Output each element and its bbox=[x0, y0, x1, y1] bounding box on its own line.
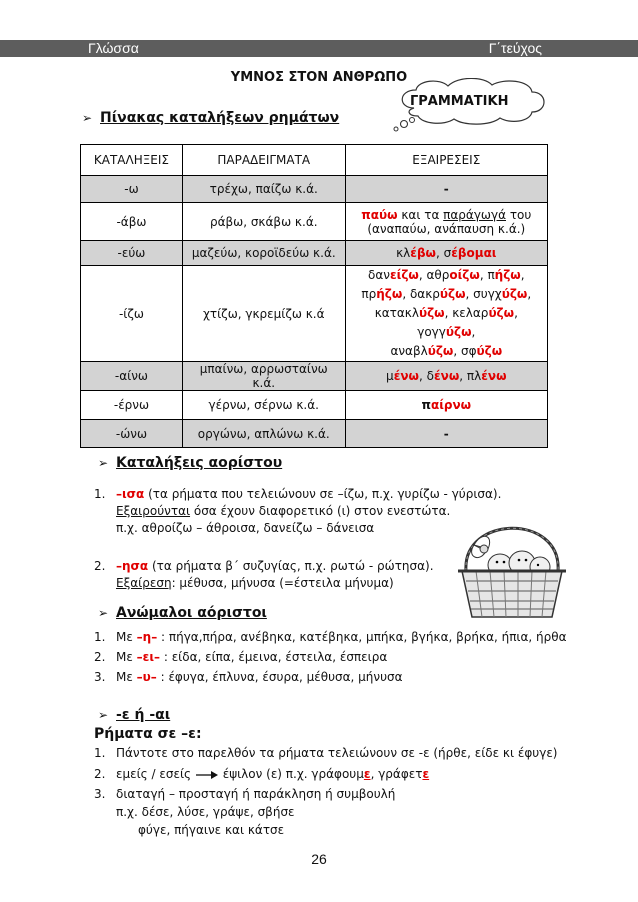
e-rule-2-example-b: , γράφετ bbox=[370, 767, 423, 781]
table-row bbox=[81, 420, 548, 448]
e-rule-1: Πάντοτε στο παρελθόν τα ρήματα τελειώνουν σε -ε (ήρθε, είδε κι έφυγε) bbox=[116, 746, 558, 760]
page-title: ΥΜΝΟΣ ΣΤΟΝ ΑΝΘΡΩΠΟ bbox=[230, 70, 408, 85]
section-heading-e-ai: -ε ή -αι bbox=[116, 707, 171, 723]
header-volume: Γ΄τεύχος bbox=[488, 40, 542, 56]
exceptions-cell: παύω και τα παράγωγά του (αναπαύω, ανάπαυση κ.ά.) bbox=[345, 203, 547, 241]
aorist-item-2 bbox=[116, 559, 434, 573]
exceptions-cell: - bbox=[345, 176, 547, 203]
examples-cell: τρέχω, παίζω κ.ά. bbox=[182, 176, 345, 203]
table-row bbox=[81, 391, 548, 420]
table-row bbox=[81, 241, 548, 266]
arrow-right-icon bbox=[195, 770, 219, 780]
exceptions-cell: - bbox=[345, 420, 547, 448]
basket-icon bbox=[452, 505, 572, 623]
examples-cell: οργώνω, απλώνω κ.ά. bbox=[182, 420, 345, 448]
exception-label: Εξαίρεση bbox=[116, 576, 172, 590]
exceptions-cell: παίρνω bbox=[345, 391, 547, 420]
examples-cell: μπαίνω, αρρωσταίνω κ.ά. bbox=[182, 362, 345, 391]
aorist-ending-isa: –ισα bbox=[116, 487, 145, 501]
section-heading-endings: Πίνακας καταλήξεων ρημάτων bbox=[100, 110, 340, 126]
e-rule-2 bbox=[116, 767, 429, 781]
aorist-item-1 bbox=[116, 487, 501, 501]
list-number: 1. bbox=[94, 487, 106, 501]
section-heading-aorist: Καταλήξεις αορίστου bbox=[116, 455, 283, 471]
irregular-ending: –η– bbox=[136, 630, 158, 644]
irregular-prefix: Με bbox=[116, 670, 137, 684]
exception-text: όσα έχουν διαφορετικό (ι) στον ενεστώτα. bbox=[190, 504, 451, 518]
table-header-row bbox=[81, 145, 548, 176]
irregular-text: : πήγα,πήρα, ανέβηκα, κατέβηκα, μπήκα, βγήκα, βρήκα, ήπια, ήρθα bbox=[157, 630, 567, 644]
arrow-bullet-icon: ➢ bbox=[98, 606, 109, 620]
table-row bbox=[81, 176, 548, 203]
ending-cell: -αίνω bbox=[81, 362, 183, 391]
subheading-e-verbs: Ρήματα σε –ε: bbox=[94, 726, 202, 742]
e-rule-2-persons: εμείς / εσείς bbox=[116, 767, 195, 781]
header-bar bbox=[0, 40, 638, 57]
arrow-bullet-icon: ➢ bbox=[82, 111, 93, 125]
examples-cell: μαζεύω, κοροϊδεύω κ.ά. bbox=[182, 241, 345, 266]
e-rule-2-highlight-a: ε bbox=[363, 767, 371, 781]
e-rule-3-example-1: π.χ. δέσε, λύσε, γράψε, σβήσε bbox=[116, 805, 295, 819]
aorist-example-1: π.χ. αθροίζω – άθροισα, δανείζω – δάνεισα bbox=[116, 521, 375, 535]
table-row bbox=[81, 203, 548, 241]
col-header-examples: ΠΑΡΑΔΕΙΓΜΑΤΑ bbox=[182, 145, 345, 176]
list-number: 2. bbox=[94, 767, 106, 781]
aorist-ending-isa-eta: –ησα bbox=[116, 559, 149, 573]
aorist-item-2-text: (τα ρήματα β΄ συζυγίας, π.χ. ρωτώ - ρώτησα). bbox=[148, 559, 434, 573]
cloud-label: ΓΡΑΜΜΑΤΙΚΗ bbox=[410, 94, 509, 109]
ending-cell: -έρνω bbox=[81, 391, 183, 420]
arrow-bullet-icon: ➢ bbox=[98, 456, 109, 470]
header-subject: Γλώσσα bbox=[88, 40, 139, 56]
table-row bbox=[81, 362, 548, 391]
ending-cell: -άβω bbox=[81, 203, 183, 241]
e-rule-2-example-a: έψιλον (ε) π.χ. γράφουμ bbox=[222, 767, 364, 781]
exceptions-cell: μένω, δένω, πλένω bbox=[345, 362, 547, 391]
list-number: 1. bbox=[94, 630, 106, 644]
ending-cell: -ω bbox=[81, 176, 183, 203]
irregular-item bbox=[116, 630, 567, 644]
exception-text: : μέθυσα, μήνυσα (=έστειλα μήνυμα) bbox=[171, 576, 394, 590]
list-number: 2. bbox=[94, 559, 106, 573]
aorist-exception-2 bbox=[116, 576, 394, 590]
irregular-text: : έφυγα, έπλυνα, έσυρα, μέθυσα, μήνυσα bbox=[156, 670, 403, 684]
irregular-ending: –ει– bbox=[136, 650, 161, 664]
list-number: 3. bbox=[94, 787, 106, 801]
examples-cell: ράβω, σκάβω κ.ά. bbox=[182, 203, 345, 241]
list-number: 2. bbox=[94, 650, 106, 664]
easter-basket-illustration bbox=[452, 505, 572, 623]
ending-cell: -ίζω bbox=[81, 266, 183, 362]
irregular-ending: –υ– bbox=[136, 670, 157, 684]
exceptions-cell: δανείζω, αθροίζω, πήζω, πρήζω, δακρύζω, συγχύζω, κατακλύζω, κελαρύζω, γογγύζω, αναβλύζω, σφύζω bbox=[345, 266, 547, 362]
irregular-text: : είδα, είπα, έμεινα, έστειλα, έσπειρα bbox=[160, 650, 388, 664]
col-header-exceptions: ΕΞΑΙΡΕΣΕΙΣ bbox=[345, 145, 547, 176]
table-row bbox=[81, 266, 548, 362]
e-rule-3: διαταγή – προσταγή ή παράκληση ή συμβουλή bbox=[116, 787, 396, 801]
ending-cell: -ώνω bbox=[81, 420, 183, 448]
exception-label: Εξαιρούνται bbox=[116, 504, 191, 518]
examples-cell: χτίζω, γκρεμίζω κ.ά bbox=[182, 266, 345, 362]
examples-cell: γέρνω, σέρνω κ.ά. bbox=[182, 391, 345, 420]
endings-table bbox=[80, 144, 548, 448]
aorist-item-1-text: (τα ρήματα που τελειώνουν σε –ίζω, π.χ. γυρίζω - γύρισα). bbox=[144, 487, 502, 501]
ending-cell: -εύω bbox=[81, 241, 183, 266]
e-rule-3-example-2: φύγε, πήγαινε και κάτσε bbox=[138, 823, 285, 837]
list-number: 3. bbox=[94, 670, 106, 684]
exceptions-cell: κλέβω, σέβομαι bbox=[345, 241, 547, 266]
arrow-bullet-icon: ➢ bbox=[98, 708, 109, 722]
irregular-item bbox=[116, 670, 403, 684]
irregular-item bbox=[116, 650, 387, 664]
irregular-prefix: Με bbox=[116, 650, 137, 664]
grammar-cloud bbox=[392, 78, 550, 132]
list-number: 1. bbox=[94, 746, 106, 760]
section-heading-irregular: Ανώμαλοι αόριστοι bbox=[116, 605, 267, 621]
aorist-exception-1 bbox=[116, 504, 450, 518]
page-number: 26 bbox=[311, 851, 327, 867]
irregular-prefix: Με bbox=[116, 630, 137, 644]
e-rule-2-highlight-b: ε bbox=[422, 767, 430, 781]
col-header-endings: ΚΑΤΑΛΗΞΕΙΣ bbox=[81, 145, 183, 176]
